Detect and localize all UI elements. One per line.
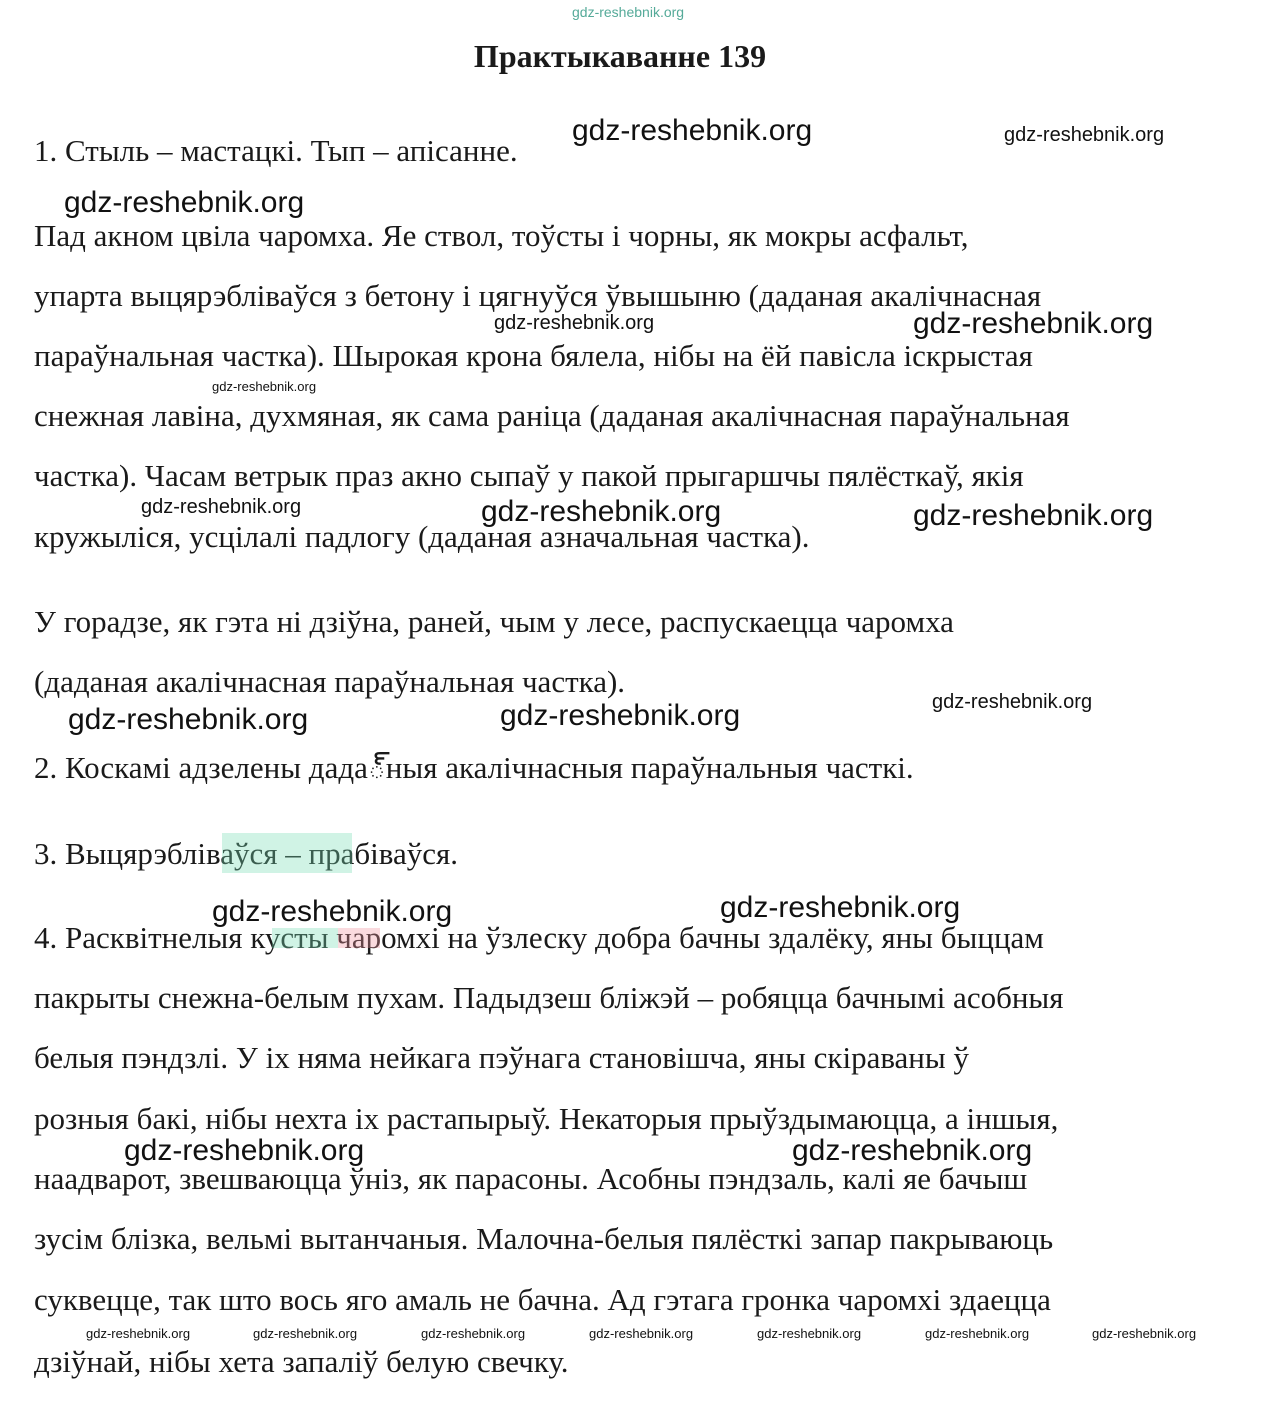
line-10: 2. Коскамі адзелены дада్ныя акалічнасныя параўнальныя часткі. (34, 750, 914, 785)
watermark: gdz-reshebnik.org (494, 312, 655, 334)
watermark: gdz-reshebnik.org (913, 307, 1154, 340)
watermark: gdz-reshebnik.org (212, 379, 317, 394)
watermark: gdz-reshebnik.org (421, 1326, 526, 1341)
watermark: gdz-reshebnik.org (253, 1326, 358, 1341)
watermark: gdz-reshebnik.org (124, 1134, 365, 1167)
watermark: gdz-reshebnik.org (572, 4, 685, 20)
watermark: gdz-reshebnik.org (481, 495, 722, 528)
watermark: gdz-reshebnik.org (500, 699, 741, 732)
line-7: кружыліся, усцілалі падлогу (даданая азначальная частка). (34, 519, 810, 554)
watermark: gdz-reshebnik.org (141, 496, 302, 518)
line-8: У горадзе, як гэта ні дзіўна, раней, чым у лесе, распускаецца чаромха (34, 604, 954, 639)
line-16: наадварот, звешваюцца ўніз, як парасоны. Асобны пэндзаль, калі яе бачыш (34, 1161, 1028, 1196)
page-title: Практыкаванне 139 (473, 38, 767, 74)
watermark: gdz-reshebnik.org (1004, 124, 1165, 146)
line-3: упарта выцярэбліваўся з бетону і цягнуўся ўвышыню (даданая акалічнасная (34, 278, 1042, 313)
highlight-mark (338, 928, 380, 948)
watermark: gdz-reshebnik.org (572, 114, 813, 147)
line-12: 4. Расквітнелыя кусты чаромхі на ўзлеску добра бачны здалёку, яны быццам (34, 920, 1044, 955)
watermark: gdz-reshebnik.org (757, 1326, 862, 1341)
watermark: gdz-reshebnik.org (589, 1326, 694, 1341)
line-5: снежная лавіна, духмяная, як сама раніца (даданая акалічнасная параўнальная (34, 398, 1070, 433)
line-11: 3. Выцярэбліваўся – прабіваўся. (34, 836, 459, 871)
watermark: gdz-reshebnik.org (925, 1326, 1030, 1341)
line-2: Пад акном цвіла чаромха. Яе ствол, тоўсты і чорны, як мокры асфальт, (34, 218, 969, 253)
watermark: gdz-reshebnik.org (212, 895, 453, 928)
line-17: зусім блізка, вельмі вытанчаныя. Малочна-белыя пялёсткі запар пакрываюць (34, 1221, 1054, 1256)
line-19: дзіўнай, нібы хета запаліў белую свечку. (34, 1344, 569, 1379)
highlight-mark (222, 833, 352, 873)
watermark: gdz-reshebnik.org (86, 1326, 191, 1341)
highlight-mark (272, 928, 338, 948)
watermark: gdz-reshebnik.org (932, 691, 1093, 713)
watermark: gdz-reshebnik.org (68, 703, 309, 736)
line-14: белыя пэндзлі. У іх няма нейкага пэўнага становішча, яны скіраваны ў (34, 1040, 969, 1075)
line-4: параўнальная частка). Шырокая крона бялела, нібы на ёй павісла іскрыстая (34, 338, 1033, 373)
line-18: суквецце, так што вось яго амаль не бачна. Ад гэтага гронка чаромхі здаецца (34, 1282, 1051, 1317)
watermark: gdz-reshebnik.org (913, 499, 1154, 532)
line-15: розныя бакі, нібы нехта іх растапырыў. Некаторыя прыўздымаюцца, а іншыя, (34, 1101, 1059, 1136)
watermark: gdz-reshebnik.org (1092, 1326, 1197, 1341)
line-6: частка). Часам ветрык праз акно сыпаў у пакой прыгаршчы пялёсткаў, якія (34, 458, 1024, 493)
watermark: gdz-reshebnik.org (64, 186, 305, 219)
line-9: (даданая акалічнасная параўнальная частка). (34, 664, 626, 699)
watermark: gdz-reshebnik.org (792, 1134, 1033, 1167)
line-1: 1. Стыль – мастацкі. Тып – апісанне. (34, 133, 518, 168)
line-13: пакрыты снежна-белым пухам. Падыдзеш бліжэй – робяцца бачнымі асобныя (34, 980, 1064, 1015)
watermark: gdz-reshebnik.org (720, 891, 961, 924)
